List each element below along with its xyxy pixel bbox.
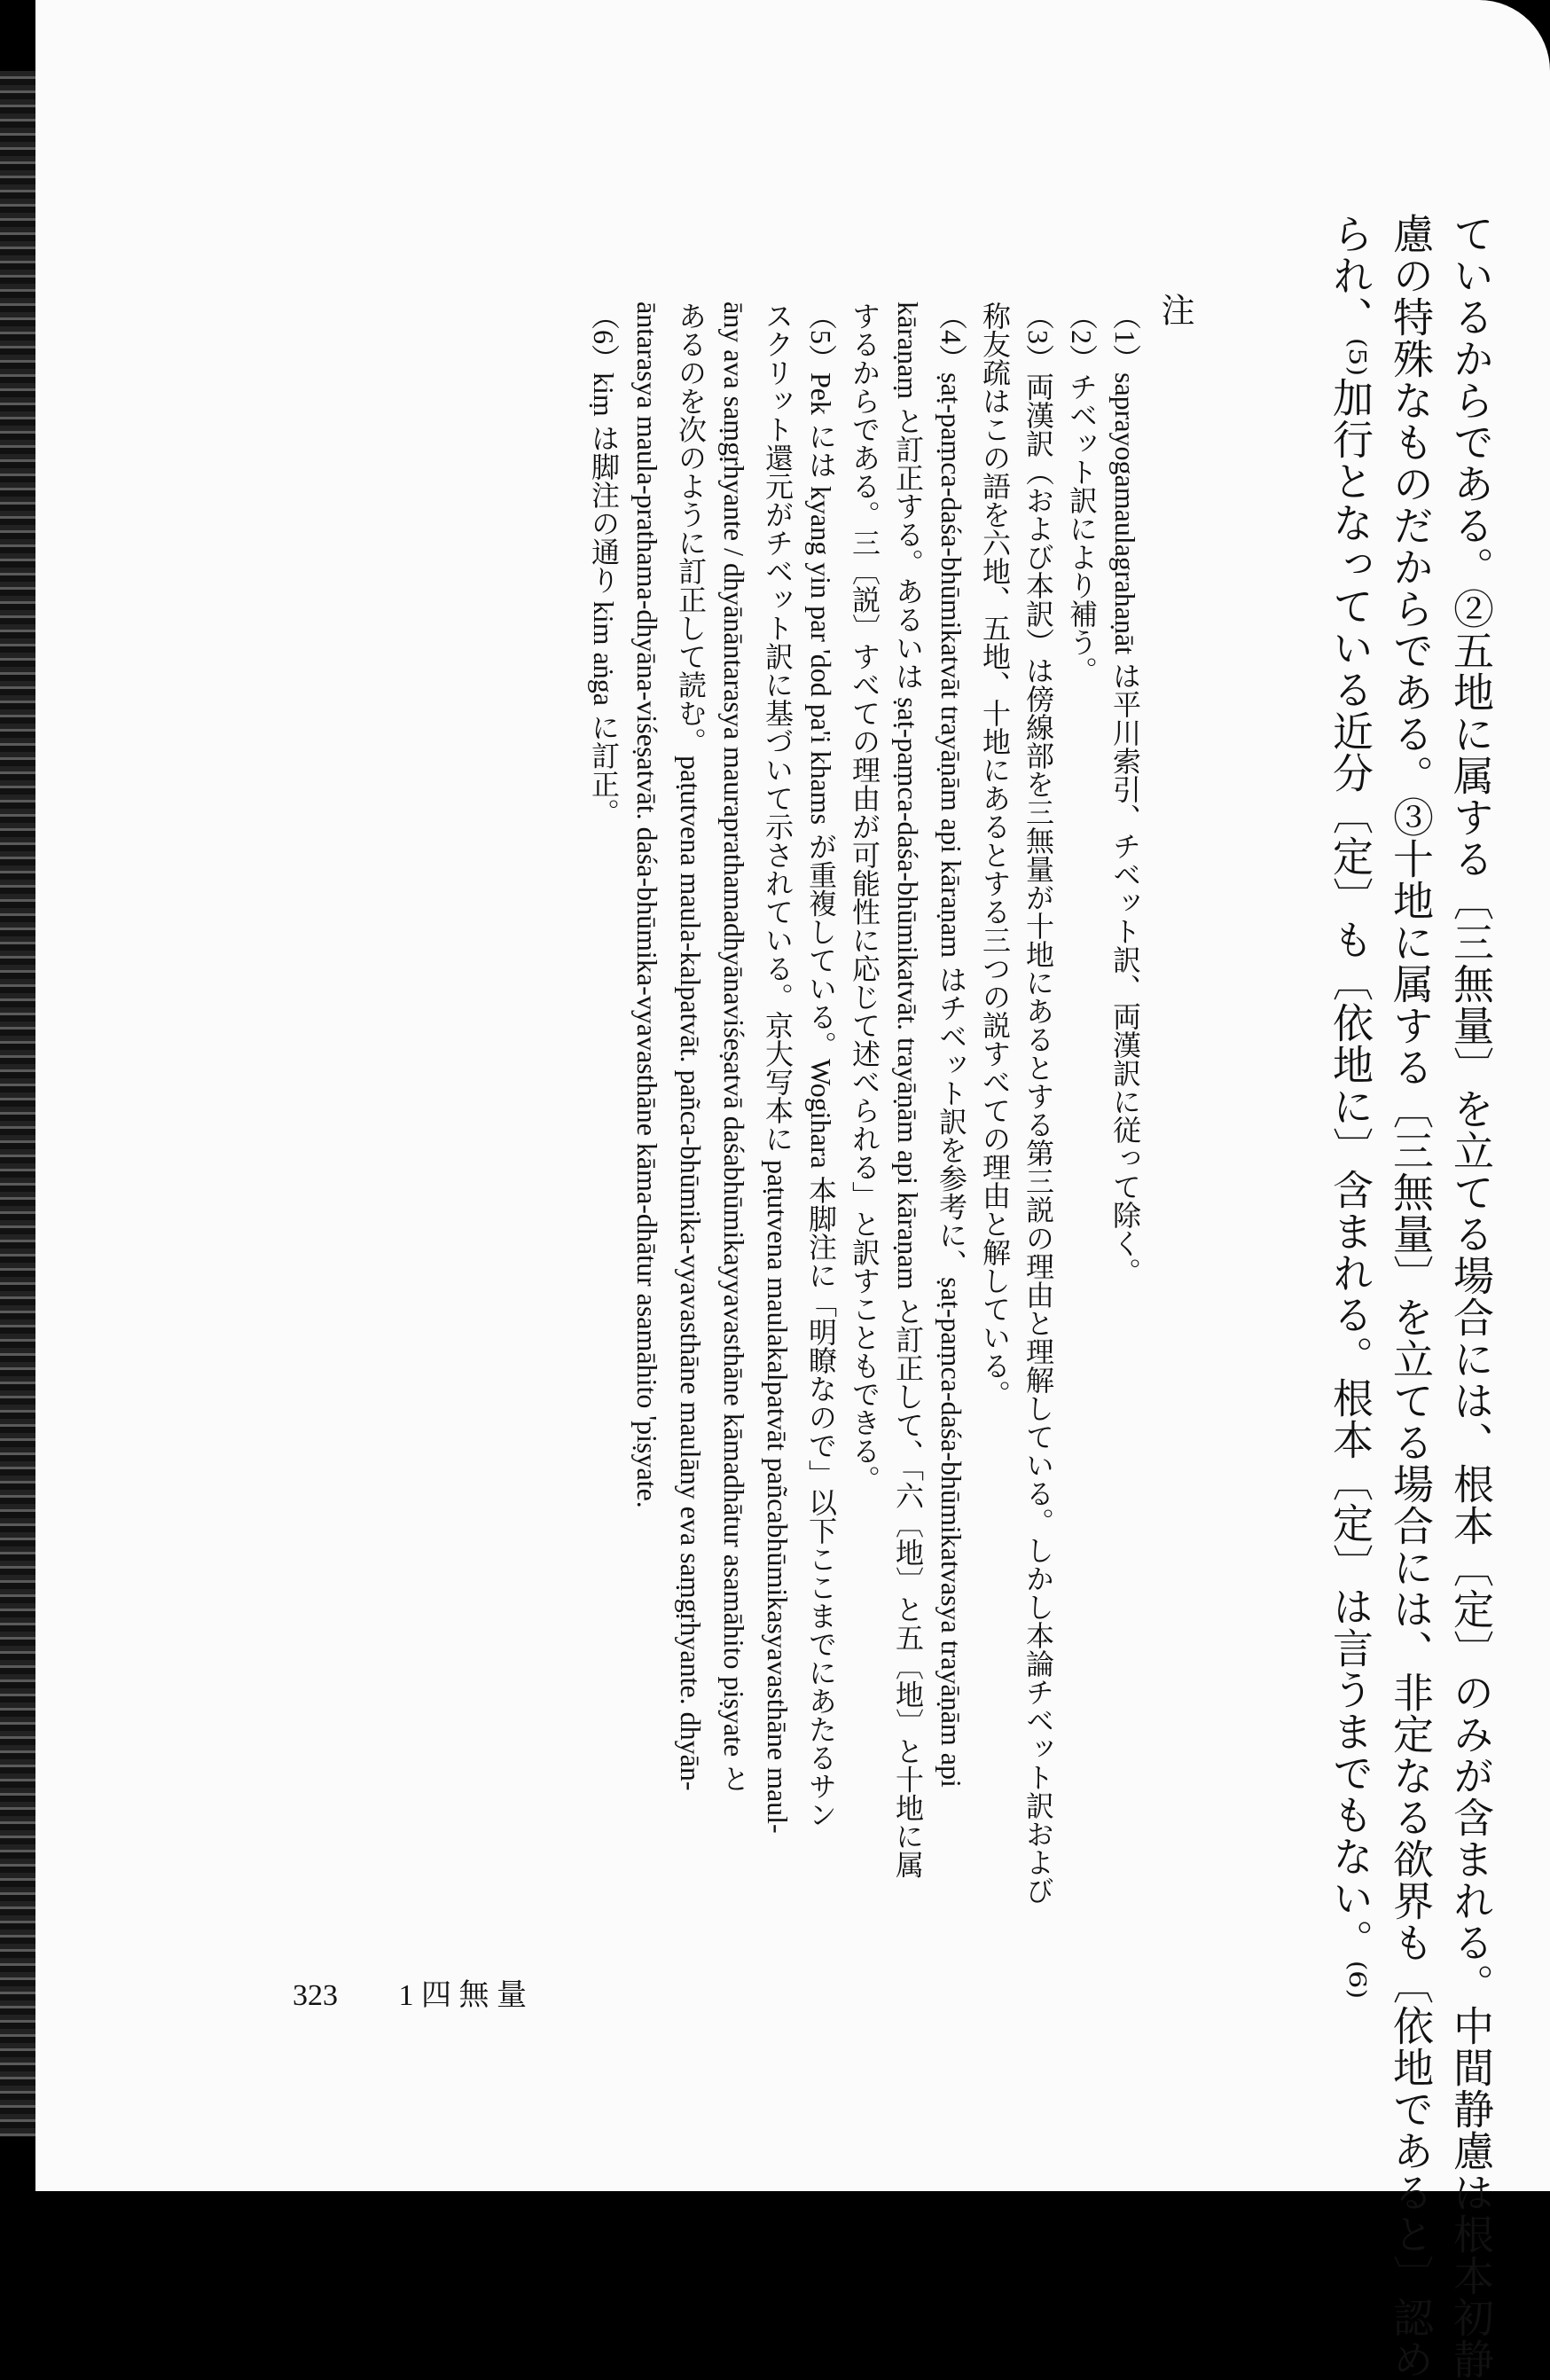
binding-edge: [0, 71, 35, 2137]
page-footer: [293, 1970, 580, 2014]
notes-list: [582, 301, 1147, 1905]
section-label: 1 四 無 量: [398, 1979, 527, 2012]
note-line: āntarasya maula-prathama-dhyāna-viśeṣatvāt. daśa-bhūmika-vyavasthāne kāma-dhātur asamāhito 'piṣyate.: [631, 301, 663, 1508]
page-number: 323: [293, 1979, 338, 2012]
note-line: āny ava saṃgṛhyante / dhyānāntarasya mauraprathamadhyānaviśeṣatvā daśabhūmikayyavasthāne kāmadhātur asamāhito piṣyate と: [718, 301, 750, 1793]
note-line: 称友疏はこの語を六地、五地、十地にあるとする三つの説すべての理由と解している。: [979, 301, 1011, 1408]
note-line: （1）saprayogamaulagrahaṇāt は平川索引、チベット訳、両漢訳に従って除く。: [1109, 301, 1141, 1287]
main-text-line-1: ているからである。②五地に属する〔三無量〕を立てる場合には、根本〔定〕のみが含まれる。中間静慮は根本初静: [1447, 213, 1495, 2380]
note-line: kāraṇaṃ と訂正する。あるいは ṣaṭ-paṃca-daśa-bhūmikatvāt. trayāṇām api kāraṇam と訂正して、「六〔地〕と五〔地〕と十地に属: [892, 301, 924, 1879]
note-line: （3）両漢訳（および本訳）は傍線部を三無量が十地にあるとする第三説の理由と理解している。しかし本論チベット訳および: [1022, 301, 1054, 1905]
note-line: （5）Pek には kyang yin par 'dod pa'i khams が重複している。Wogihara 本脚注に「明瞭なので」以下ここまでにあたるサン: [805, 301, 837, 1828]
note-line: スクリット還元がチベット訳に基づいて示されている。京大写本に paṭutvena maulakalpatvāt pañcabhūmikasyavasthāne maul-: [762, 301, 794, 1834]
note-line: （4）ṣaṭ-paṃca-daśa-bhūmikatvāt trayāṇām api kāraṇam はチベット訳を参考に、ṣaṭ-paṃca-daśa-bhūmikatvasya trayāṇām api: [935, 301, 967, 1788]
page: [35, 0, 1550, 2380]
main-text-line-3: られ、⁽⁵⁾加行となっている近分〔定〕も〔依地に〕含まれる。根本〔定〕は言うまでもない。⁽⁶⁾: [1327, 213, 1374, 2000]
note-line: するからである。三〔説〕すべての理由が可能性に応じて述べられる」と訳すこともできる。: [849, 301, 881, 1493]
note-line: あるのを次のように訂正して読む。paṭutvena maula-kalpatvāt. pañca-bhūmika-vyavasthāne maulāny eva saṃgṛhyante. dhyān-: [675, 301, 707, 1791]
note-line: （2）チベット訳により補う。: [1066, 301, 1098, 685]
notes-heading: 注: [1155, 293, 1194, 326]
note-line: （6）kiṃ は脚注の通り kim aṅga に訂正。: [588, 301, 620, 826]
main-text: [1320, 213, 1501, 2380]
main-text-line-2: 慮の特殊なものだからである。③十地に属する〔三無量〕を立てる場合には、非定なる欲界も〔依地であると〕認め: [1387, 213, 1435, 2380]
